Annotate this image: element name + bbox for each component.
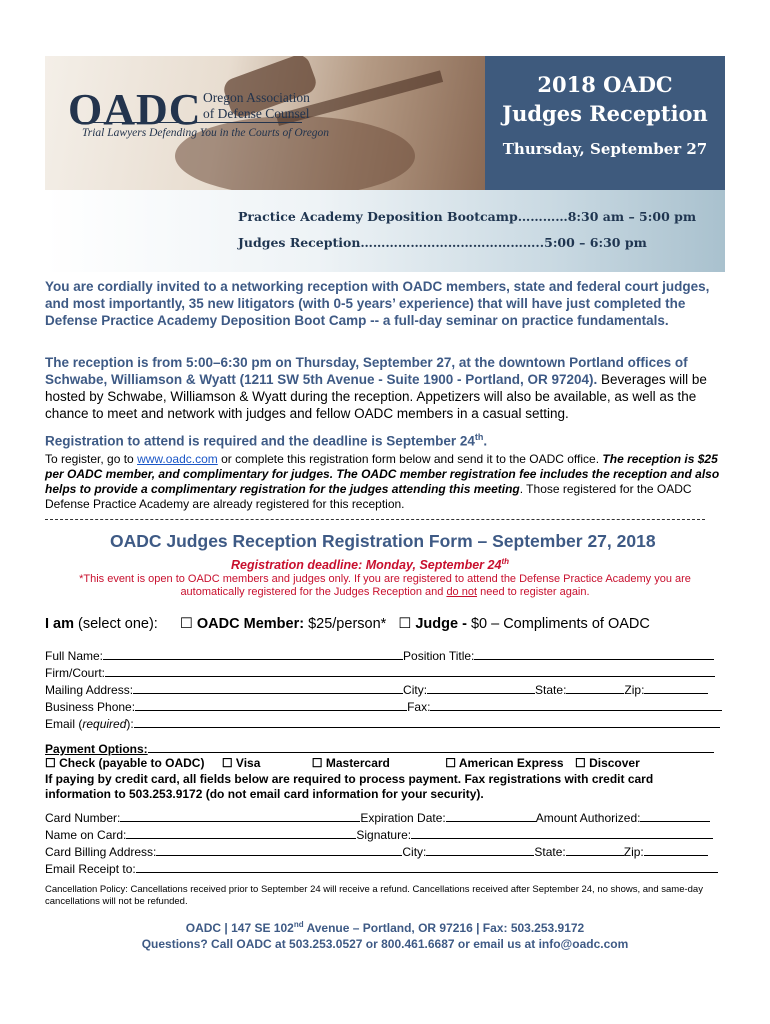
fax-field[interactable] <box>430 699 722 711</box>
oadc-website-link[interactable]: www.oadc.com <box>137 452 218 466</box>
email-label-pre: Email ( <box>45 717 83 731</box>
firm-label: Firm/Court: <box>45 666 105 680</box>
fax-label: Fax: <box>407 700 431 714</box>
position-title-label: Position Title: <box>403 649 475 663</box>
footer-address <box>45 920 725 935</box>
schedule-bootcamp: Practice Academy Deposition Bootcamp…………8:30 am – 5:00 pm <box>238 209 697 224</box>
registration-sup: th <box>474 432 484 442</box>
name-on-card-label: Name on Card: <box>45 828 127 842</box>
note-pre: automatically registered for the Judges Reception and <box>180 586 447 598</box>
footer-contact: Questions? Call OADC at 503.253.0527 or 800.461.6687 or email us at info@oadc.com <box>141 937 629 951</box>
amount-label: Amount Authorized: <box>535 811 641 825</box>
billing-row <box>45 844 725 859</box>
zip-field[interactable] <box>644 682 708 694</box>
title-line2: Judges Reception <box>502 101 708 126</box>
org-name-line1: Oregon Association <box>203 90 310 105</box>
deadline-text: Registration deadline: Monday, September 24 <box>231 558 502 573</box>
billing-field[interactable] <box>156 844 402 856</box>
firm-field[interactable] <box>105 665 715 677</box>
schedule-reception: Judges Reception……………………………………..5:00 – 6:30 pm <box>238 235 647 250</box>
reception-bold: The reception is from 5:00–6:30 pm on Thursday, September 27, at the downtown Portland offices of Schwabe, Williamson & Wyatt (1211 SW 5th Avenue - Suite 1900 - Portland, OR 97204). <box>45 355 688 387</box>
email-label-post: ): <box>126 717 134 731</box>
cut-line <box>45 519 705 520</box>
register-paragraph <box>45 452 725 512</box>
state-label: State: <box>535 683 567 697</box>
register-mid: or complete this registration form below and send it to the OADC office. <box>217 452 603 466</box>
cancellation-policy: Cancellation Policy: Cancellations received prior to September 24 will receive a refund. Cancellations received after September 24, no shows, and same-day cancellations will not be refunded. <box>45 884 703 907</box>
full-name-row <box>45 648 725 663</box>
signature-field[interactable] <box>411 827 713 839</box>
phone-label: Business Phone: <box>45 700 136 714</box>
billing-zip-field[interactable] <box>644 844 708 856</box>
registration-required-text: Registration to attend is required and the deadline is September 24 <box>45 433 475 449</box>
register-fee-note: The reception is $25 per OADC member, and complimentary for judges. The OADC member registration fee includes the reception and also helps to provide a complimentary registration for the judges attending this meeting <box>45 452 720 496</box>
mailing-row <box>45 682 725 697</box>
reception-paragraph <box>45 354 725 422</box>
eligibility-note <box>45 573 725 599</box>
check-checkbox[interactable]: ☐ <box>45 756 56 770</box>
reception-rest: Beverages will be hosted by Schwabe, Williamson & Wyatt during the reception. Appetizers will also be available, as well as the chance to meet and network with judges and fellow OADC members in a casual setting. <box>45 372 707 421</box>
attendee-type-row <box>45 616 650 632</box>
payment-options-row <box>45 756 725 770</box>
discover-checkbox[interactable]: ☐ <box>574 756 586 770</box>
tagline: Trial Lawyers Defending You in the Courts of Oregon <box>82 127 330 139</box>
note-underline: do not <box>446 586 478 598</box>
billing-city-field[interactable] <box>426 844 534 856</box>
mailing-field[interactable] <box>133 682 403 694</box>
check-option: Check (payable to OADC) <box>59 756 205 770</box>
payment-title-line <box>148 741 714 753</box>
card-number-row <box>45 810 725 825</box>
judge-option-label: Judge - <box>415 616 467 632</box>
eligibility-note-line2 <box>45 586 725 599</box>
expiration-label: Expiration Date: <box>360 811 446 825</box>
name-on-card-row <box>45 827 725 842</box>
title-panel <box>485 56 725 190</box>
email-receipt-label: Email Receipt to: <box>45 862 136 876</box>
logo-divider <box>80 122 302 123</box>
visa-checkbox[interactable]: ☐ <box>221 756 233 770</box>
billing-city-label: City: <box>402 845 427 859</box>
form-deadline <box>231 557 509 572</box>
expiration-field[interactable] <box>446 810 536 822</box>
amex-checkbox[interactable]: ☐ <box>445 756 456 770</box>
title-line1: 2018 OADC <box>537 72 673 97</box>
billing-state-label: State: <box>534 845 566 859</box>
billing-state-field[interactable] <box>566 844 624 856</box>
judge-price: $0 – Compliments of OADC <box>466 616 650 632</box>
position-title-field[interactable] <box>474 648 714 660</box>
schedule-band <box>45 190 725 272</box>
judge-checkbox[interactable]: ☐ <box>398 616 412 632</box>
member-price: $25/person* <box>304 616 387 632</box>
billing-zip-label: Zip: <box>623 845 644 859</box>
i-am-label: I am <box>45 616 75 632</box>
discover-option: Discover <box>589 756 640 770</box>
invite-paragraph: You are cordially invited to a networking reception with OADC members, state and federal court judges, and most importantly, 35 new litigators (with 0-5 years’ experience) that will have just completed the Defense Practice Academy Deposition Boot Camp -- a full-day seminar on practice fundamentals. <box>45 279 710 328</box>
name-on-card-field[interactable] <box>126 827 356 839</box>
email-field[interactable] <box>134 716 720 728</box>
zip-label: Zip: <box>624 683 645 697</box>
signature-label: Signature: <box>356 828 412 842</box>
registration-period: . <box>483 433 488 449</box>
mastercard-option: Mastercard <box>325 756 390 770</box>
billing-label: Card Billing Address: <box>45 845 157 859</box>
mailing-label: Mailing Address: <box>45 683 134 697</box>
footer-address-post: Avenue – Portland, OR 97216 | Fax: 503.253.9172 <box>303 921 585 935</box>
payment-title: Payment Options: <box>45 742 148 756</box>
full-name-field[interactable] <box>103 648 403 660</box>
firm-row <box>45 665 725 680</box>
mastercard-checkbox[interactable]: ☐ <box>311 756 323 770</box>
card-number-label: Card Number: <box>45 811 121 825</box>
register-end: . Those registered for the OADC Defense Practice Academy are already registered for this reception. <box>45 482 692 511</box>
state-field[interactable] <box>566 682 624 694</box>
phone-field[interactable] <box>135 699 407 711</box>
email-receipt-row <box>45 861 725 876</box>
full-name-label: Full Name: <box>45 649 104 663</box>
oadc-logo: OADC <box>68 85 202 134</box>
event-date: Thursday, September 27 <box>502 140 708 158</box>
deadline-sup: th <box>501 557 509 566</box>
eligibility-note-line1: *This event is open to OADC members and judges only. If you are registered to attend the Defense Practice Academy you are <box>79 573 691 585</box>
phone-row <box>45 699 725 714</box>
city-field[interactable] <box>427 682 535 694</box>
email-receipt-field[interactable] <box>136 861 718 873</box>
org-name-line2: of Defense Counsel <box>203 106 310 121</box>
registration-required <box>45 429 725 450</box>
card-number-field[interactable] <box>120 810 360 822</box>
form-title: OADC Judges Reception Registration Form – September 27, 2018 <box>110 531 656 551</box>
member-checkbox[interactable]: ☐ <box>179 616 193 632</box>
amount-field[interactable] <box>640 810 710 822</box>
payment-note: If paying by credit card, all fields below are required to process payment. Fax registrations with credit card information to 503.253.9172 (do not email card information for your security). <box>45 772 654 801</box>
register-pre: To register, go to <box>45 452 138 466</box>
email-row <box>45 716 725 731</box>
city-label: City: <box>403 683 428 697</box>
select-one-label: (select one): <box>74 616 158 632</box>
footer-sup: nd <box>293 920 304 929</box>
payment-title-row <box>45 741 725 756</box>
footer-address-pre: OADC | 147 SE 102 <box>185 921 294 935</box>
note-post: need to register again. <box>477 586 590 598</box>
email-required: required <box>82 717 127 731</box>
visa-option: Visa <box>235 756 261 770</box>
amex-option: American Express <box>458 756 564 770</box>
member-option-label: OADC Member: <box>196 616 305 632</box>
